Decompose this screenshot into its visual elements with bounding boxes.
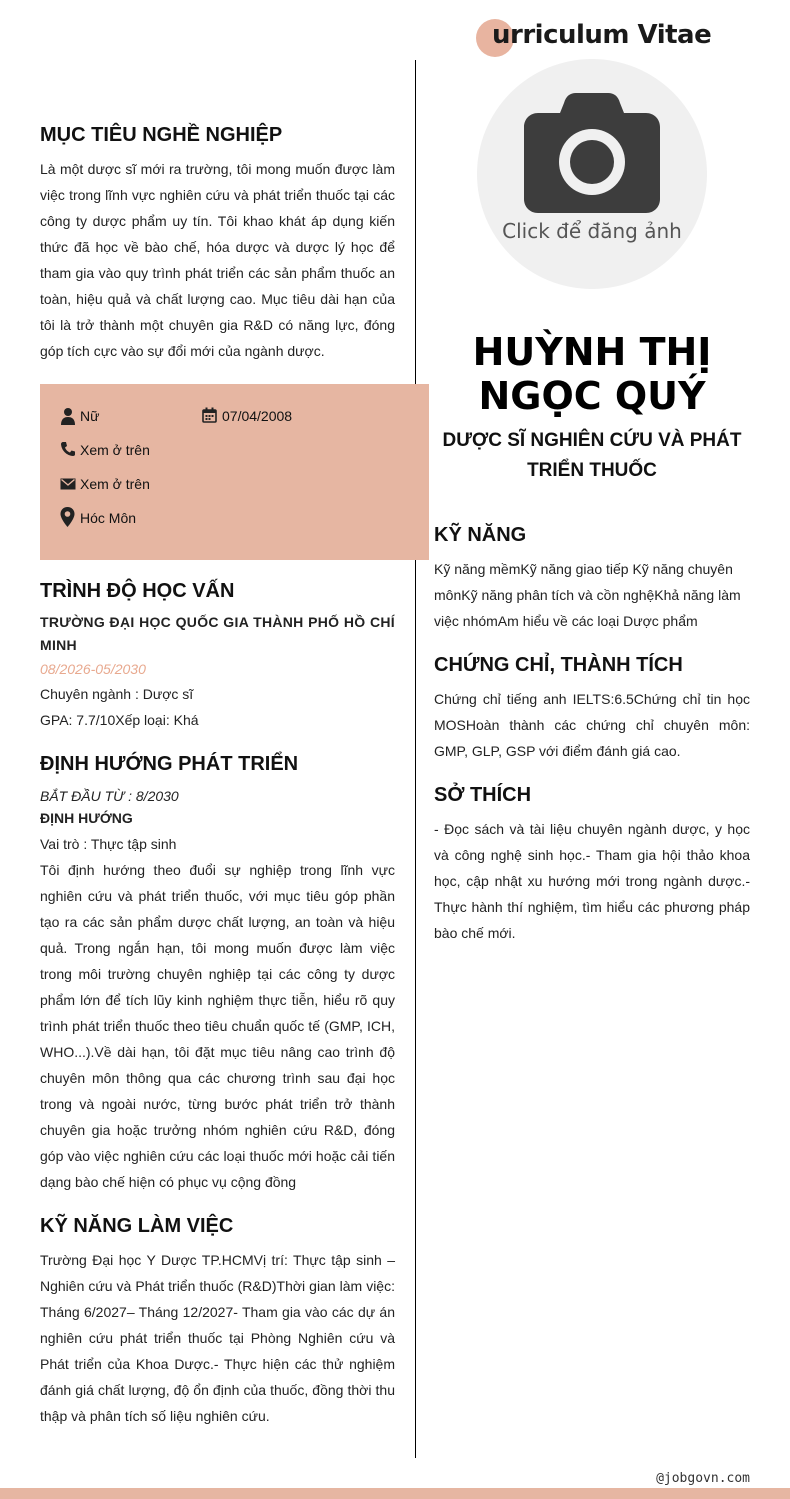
photo-upload-label: Click để đăng ảnh — [502, 219, 682, 243]
work-skills-text: Trường Đại học Y Dược TP.HCMVị trí: Thực tập sinh – Nghiên cứu và Phát triển thuốc (R&D)Thời gian làm việc: Tháng 6/2027– Tháng 12/2027- Tham gia vào các dự án nghiên cứu phát triển thuốc tại Phòng Nghiên cứu và Phát triển của Khoa Dược.- Thực hiện các thử nghiệm đánh giá chất lượng, độ ổn định của thuốc, đồng thời thu thập và phân tích số liệu nghiên cứu. — [40, 1252, 395, 1424]
column-divider — [415, 60, 416, 1458]
mail-icon — [60, 477, 76, 491]
footer-watermark: @jobgovn.com — [656, 1471, 750, 1486]
development-role: Vai trò : Thực tập sinh — [40, 836, 177, 852]
calendar-icon — [202, 407, 217, 423]
education-school: TRƯỜNG ĐẠI HỌC QUỐC GIA THÀNH PHỐ HỒ CHÍ MINH — [40, 614, 395, 653]
name-line-2: NGỌC QUÝ — [478, 374, 706, 418]
address-info — [80, 510, 136, 526]
objective-text: Là một dược sĩ mới ra trường, tôi mong muốn được làm việc trong lĩnh vực nghiên cứu và phát triển thuốc tại các công ty dược phẩm uy tín. Tôi khao khát áp dụng kiến thức đã học về bào chế, hóa dược và dược lý học để tham gia vào quy trình phát triển các sản phẩm thuốc an toàn, hiệu quả và chất lượng cao. Mục tiêu dài hạn của tôi là trở thành một chuyên gia R&D có năng lực, đóng góp tích cực vào sự đổi mới của ngành dược. — [40, 161, 395, 359]
education-title: TRÌNH ĐỘ HỌC VẤN — [40, 580, 235, 602]
camera-icon — [524, 93, 660, 213]
education-period: 08/2026-05/2030 — [40, 661, 146, 677]
candidate-name — [430, 330, 754, 418]
location-pin-icon — [60, 507, 75, 527]
birthday-value: 07/04/2008 — [222, 408, 293, 424]
photo-upload[interactable] — [477, 59, 707, 289]
personal-info-box — [40, 384, 429, 560]
job-title: DƯỢC SĨ NGHIÊN CỨU VÀ PHÁT TRIỂN THUỐC — [442, 430, 742, 481]
hobbies-title: SỞ THÍCH — [434, 784, 532, 806]
skills-text: Kỹ năng mềmKỹ năng giao tiếp Kỹ năng chuyên mônKỹ năng phân tích và cồn nghệKhả năng làm việc nhómAm hiểu về các loại Dược phẩm — [434, 561, 741, 629]
phone-info — [80, 442, 150, 458]
gender-value: Nữ — [80, 408, 100, 424]
certificates-title: CHỨNG CHỈ, THÀNH TÍCH — [434, 654, 683, 676]
phone-icon — [60, 441, 76, 457]
education-gpa: GPA: 7.7/10Xếp loại: Khá — [40, 712, 199, 728]
skills-title: KỸ NĂNG — [434, 524, 527, 546]
development-title: ĐỊNH HƯỚNG PHÁT TRIỂN — [40, 753, 299, 775]
footer-bar — [0, 1488, 790, 1499]
development-heading: ĐỊNH HƯỚNG — [40, 810, 133, 826]
logo-text: urriculum Vitae — [492, 20, 712, 50]
education-major: Chuyên ngành : Dược sĩ — [40, 686, 194, 702]
name-line-1: HUỲNH THỊ — [472, 330, 712, 374]
address-value: Hóc Môn — [80, 510, 137, 526]
phone-value: Xem ở trên — [80, 442, 150, 458]
gender-info — [80, 408, 99, 424]
email-info — [80, 476, 150, 492]
development-text: Tôi định hướng theo đuổi sự nghiệp trong lĩnh vực nghiên cứu và phát triển thuốc, với mục tiêu góp phần tạo ra các sản phẩm dược chất lượng, an toàn và hiệu quả. Trong ngắn hạn, tôi mong muốn được làm việc trong môi trường chuyên nghiệp tại các công ty dược phẩm lớn để tích lũy kinh nghiệm thực tiễn, hiểu rõ quy trình phát triển thuốc theo tiêu chuẩn quốc tế (GMP, ICH, WHO...).Về dài hạn, tôi đặt mục tiêu nâng cao trình độ chuyên môn thông qua các chương trình sau đại học trong và ngoài nước, từng bước phát triển trở thành chuyên gia hoặc trưởng nhóm nghiên cứu R&D, đóng góp vào việc nghiên cứu các loại thuốc mới hoặc cải tiến dạng bào chế hiện có phục vụ cộng đồng — [40, 862, 395, 1190]
development-start: BẮT ĐẦU TỪ : 8/2030 — [40, 788, 179, 804]
certificates-text: Chứng chỉ tiếng anh IELTS:6.5Chứng chỉ tin học MOSHoàn thành các chứng chỉ chuyên môn: GMP, GLP, GSP với điểm đánh giá cao. — [434, 691, 750, 759]
birthday-info — [222, 408, 292, 424]
cv-logo — [476, 16, 716, 60]
email-value: Xem ở trên — [80, 476, 150, 492]
work-skills-title: KỸ NĂNG LÀM VIỆC — [40, 1215, 234, 1237]
hobbies-text: - Đọc sách và tài liệu chuyên ngành dược, y học và công nghệ sinh học.- Tham gia hội thảo khoa học, cập nhật xu hướng mới trong ngành dược.- Thực hành thí nghiệm, tìm hiểu các phương pháp bào chế mới. — [434, 821, 750, 941]
person-icon — [60, 407, 76, 425]
objective-title: MỤC TIÊU NGHỀ NGHIỆP — [40, 124, 283, 146]
